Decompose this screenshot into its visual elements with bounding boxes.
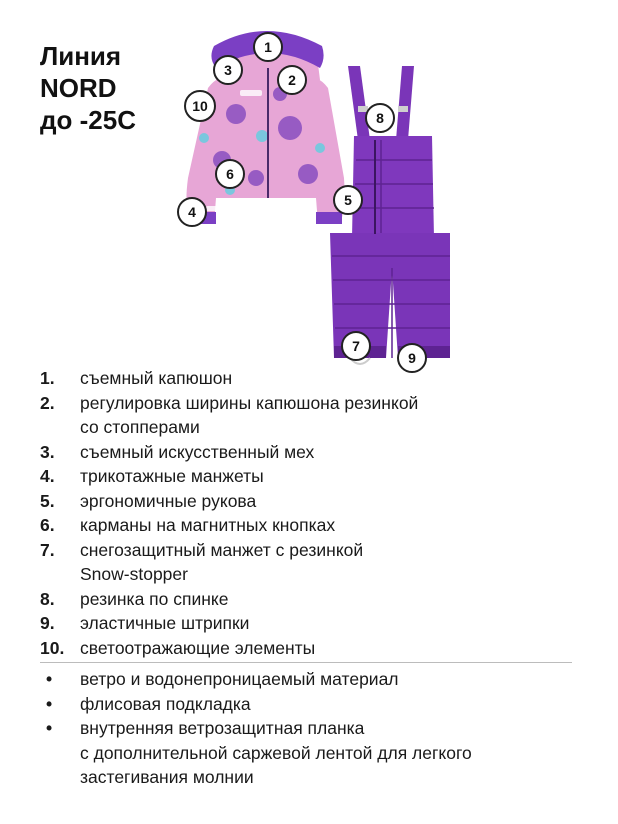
material-item-2 xyxy=(40,692,600,717)
bullet-mark: • xyxy=(46,669,53,689)
callout-5 xyxy=(334,186,362,214)
svg-text:5: 5 xyxy=(344,192,352,208)
feature-text: съемный капюшон xyxy=(80,368,233,388)
feature-text: эргономичные рукова xyxy=(80,490,257,511)
feature-item-7-cont xyxy=(40,562,600,587)
feature-item-1 xyxy=(40,366,600,391)
material-text: застегивания молнии xyxy=(80,767,254,787)
title-line-3: до -25С xyxy=(40,105,136,135)
title-line-2: NORD xyxy=(40,73,117,103)
feature-item-7 xyxy=(40,538,600,563)
svg-text:10: 10 xyxy=(192,98,208,114)
material-list xyxy=(40,667,600,790)
feature-item-3 xyxy=(40,440,600,465)
svg-text:1: 1 xyxy=(264,39,272,55)
svg-text:2: 2 xyxy=(288,72,296,88)
callout-7 xyxy=(342,332,370,360)
feature-item-10 xyxy=(40,636,600,661)
feature-number: 1. xyxy=(40,368,55,388)
material-item-3-cont-2 xyxy=(40,765,600,790)
feature-item-4 xyxy=(40,464,600,489)
svg-text:7: 7 xyxy=(352,338,360,354)
callout-8 xyxy=(366,104,394,132)
feature-text: со стопперами xyxy=(80,417,200,437)
material-text: флисовая подкладка xyxy=(80,693,251,714)
material-text: внутренняя ветрозащитная планка xyxy=(80,718,365,738)
material-item-3-cont-1 xyxy=(40,741,600,766)
svg-text:8: 8 xyxy=(376,110,384,126)
title-line-1: Линия xyxy=(40,41,122,71)
feature-text: Snow-stopper xyxy=(80,564,188,584)
feature-text: карманы на магнитных кнопках xyxy=(80,515,336,535)
material-text: ветро и водонепроницаемый материал xyxy=(80,669,399,689)
feature-item-8 xyxy=(40,587,600,612)
callout-1 xyxy=(254,33,282,61)
material-item-3 xyxy=(40,716,600,741)
svg-text:3: 3 xyxy=(224,62,232,78)
callout-6 xyxy=(216,160,244,188)
feature-list xyxy=(40,366,600,660)
feature-text: светоотражающие элементы xyxy=(80,637,316,658)
product-illustration xyxy=(170,28,450,378)
svg-text:4: 4 xyxy=(188,204,196,220)
feature-item-2 xyxy=(40,391,600,416)
feature-number: 8. xyxy=(40,588,55,609)
feature-number: 7. xyxy=(40,539,55,560)
feature-number: 4. xyxy=(40,466,55,486)
feature-item-2-cont xyxy=(40,415,600,440)
callout-3 xyxy=(214,56,242,84)
feature-text: резинка по спинке xyxy=(80,588,229,609)
material-text: с дополнительной саржевой лентой для легкого xyxy=(80,742,472,763)
feature-number: 9. xyxy=(40,613,55,633)
feature-text: трикотажные манжеты xyxy=(80,466,264,486)
feature-text: съемный искусственный мех xyxy=(80,441,315,462)
svg-text:9: 9 xyxy=(408,350,416,366)
bullet-mark: • xyxy=(46,693,53,714)
callout-10 xyxy=(185,91,215,121)
feature-item-5 xyxy=(40,489,600,514)
callout-2 xyxy=(278,66,306,94)
callout-4 xyxy=(178,198,206,226)
feature-number: 5. xyxy=(40,490,55,511)
feature-text: эластичные штрипки xyxy=(80,613,250,633)
feature-item-9 xyxy=(40,611,600,636)
feature-number: 3. xyxy=(40,441,55,462)
bullet-mark: • xyxy=(46,718,53,738)
snowsuit-image xyxy=(170,28,450,378)
feature-number: 6. xyxy=(40,515,55,535)
material-item-1 xyxy=(40,667,600,692)
section-divider xyxy=(40,662,572,663)
feature-number: 2. xyxy=(40,392,55,413)
feature-item-6 xyxy=(40,513,600,538)
product-line-title xyxy=(40,40,136,136)
svg-text:6: 6 xyxy=(226,166,234,182)
feature-text: снегозащитный манжет с резинкой xyxy=(80,539,364,560)
feature-text: регулировка ширины капюшона резинкой xyxy=(80,392,419,413)
feature-number: 10. xyxy=(40,637,65,658)
